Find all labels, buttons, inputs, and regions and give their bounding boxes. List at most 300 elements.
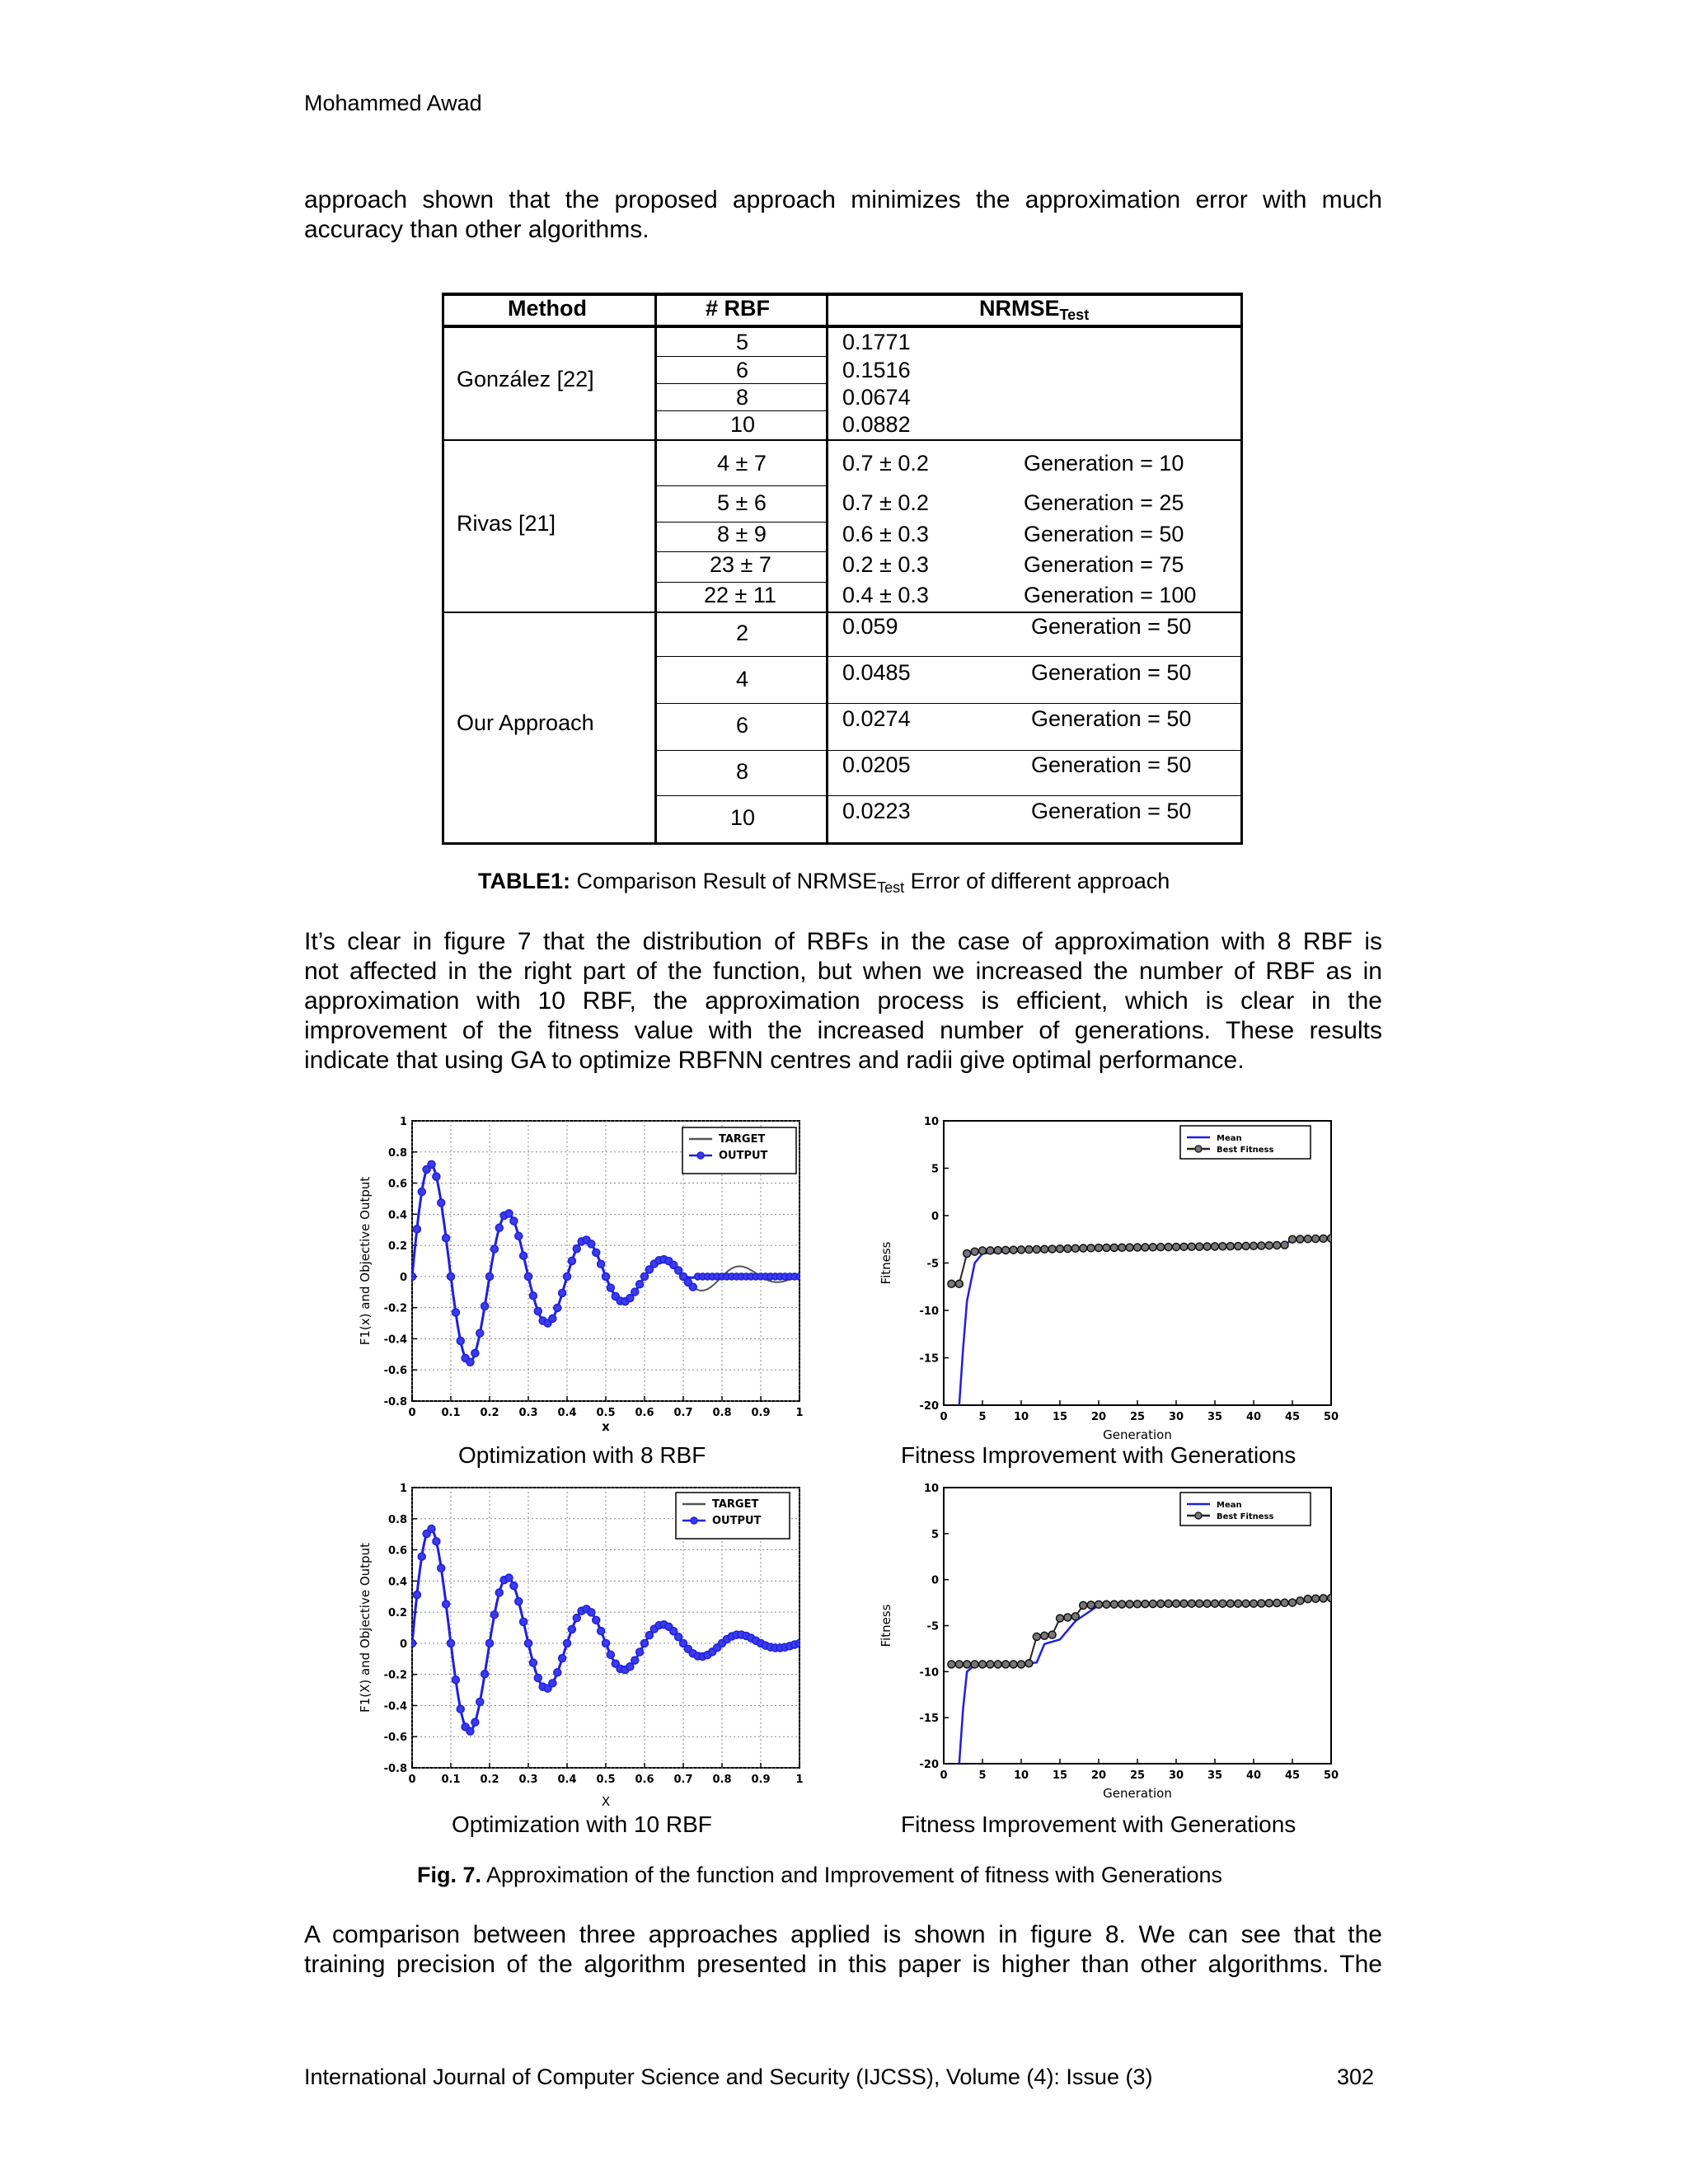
x-tick-label: 45: [1284, 1769, 1301, 1782]
output-marker: [636, 1281, 644, 1288]
output-marker: [689, 1283, 696, 1291]
best-fitness-marker: [1165, 1244, 1172, 1251]
y-axis-label: F1(x) and Objective Output: [358, 1176, 373, 1346]
output-marker: [559, 1655, 566, 1662]
best-fitness-marker: [1080, 1601, 1087, 1609]
best-fitness-marker: [1126, 1244, 1133, 1251]
y-axis-label: F1(X) and Objective Output: [358, 1543, 373, 1713]
best-fitness-marker: [1258, 1600, 1265, 1607]
x-tick-label: 0.7: [673, 1407, 693, 1419]
best-fitness-marker: [1002, 1246, 1010, 1254]
subcaption-tl: Optimization with 8 RBF: [458, 1442, 706, 1468]
output-marker: [573, 1245, 580, 1253]
table-cell: Generation = 50: [1031, 660, 1192, 685]
output-marker: [593, 1616, 600, 1624]
best-fitness-marker: [1095, 1244, 1103, 1252]
output-marker: [433, 1538, 440, 1545]
best-fitness-marker: [1064, 1245, 1071, 1253]
y-tick-label: 0.2: [387, 1240, 407, 1254]
output-marker: [568, 1258, 575, 1265]
output-marker: [529, 1659, 537, 1666]
best-fitness-marker: [1149, 1244, 1156, 1251]
para3-line: A comparison between three approaches applied is shown in figure 8. We can see that the: [304, 1921, 1382, 1948]
x-tick-label: 30: [1168, 1411, 1184, 1423]
y-axis-label: Fitness: [879, 1604, 893, 1647]
output-marker: [626, 1663, 634, 1671]
best-fitness-marker: [955, 1661, 963, 1668]
output-marker: [490, 1611, 498, 1619]
best-fitness-marker: [987, 1661, 994, 1668]
table-cell: 5 ± 6: [717, 490, 767, 515]
table-cell: Generation = 10: [1024, 451, 1184, 476]
best-fitness-marker: [1110, 1244, 1118, 1251]
best-fitness-marker: [1273, 1241, 1281, 1249]
para3-line: training precision of the algorithm presented in this paper is higher than other algorithms. The: [304, 1951, 1382, 1978]
best-fitness-marker: [994, 1247, 1001, 1254]
best-fitness-marker: [1180, 1243, 1188, 1250]
best-fitness-marker: [1219, 1243, 1226, 1250]
footer-journal: International Journal of Computer Science and Security (IJCSS), Volume (4): Issue (3): [304, 2064, 1153, 2089]
output-marker: [443, 1235, 450, 1242]
x-axis-label: Generation: [1103, 1786, 1172, 1801]
y-tick-label: -0.6: [383, 1365, 407, 1378]
x-tick-label: 15: [1052, 1769, 1068, 1782]
best-fitness-marker: [1064, 1614, 1071, 1621]
output-marker: [438, 1199, 445, 1207]
table-cell: 0.0882: [842, 412, 911, 437]
table-cell: Generation = 50: [1031, 614, 1192, 639]
table-cell: 6: [736, 713, 749, 738]
best-fitness-marker: [1033, 1245, 1040, 1253]
table-cell: 10: [730, 412, 756, 437]
best-fitness-marker: [1235, 1600, 1242, 1607]
x-tick-label: 40: [1245, 1411, 1262, 1423]
fitness-10-rbf-chart: [874, 1479, 1343, 1801]
best-fitness-marker: [979, 1247, 987, 1254]
para2-line: approximation with 10 RBF, the approximation process is efficient, which is clear in the: [304, 987, 1382, 1015]
best-fitness-marker: [1080, 1244, 1087, 1252]
best-fitness-marker: [1041, 1632, 1048, 1639]
output-marker: [490, 1245, 498, 1253]
output-marker: [418, 1553, 425, 1560]
x-tick-label: 25: [1129, 1769, 1146, 1782]
x-tick-label: 45: [1284, 1411, 1301, 1423]
y-tick-label: 5: [931, 1163, 939, 1176]
x-tick-label: 0: [940, 1411, 948, 1423]
output-marker: [559, 1289, 566, 1296]
x-tick-label: 0.5: [596, 1774, 616, 1786]
method-gonzalez: González [22]: [457, 367, 594, 391]
output-marker: [428, 1526, 435, 1533]
output-marker: [457, 1338, 464, 1345]
x-tick-label: 15: [1052, 1411, 1068, 1423]
table-cell: Generation = 50: [1031, 799, 1192, 823]
best-fitness-marker: [1180, 1600, 1188, 1607]
output-marker: [588, 1240, 595, 1248]
output-marker: [452, 1676, 459, 1684]
output-marker: [486, 1639, 494, 1647]
output-marker: [515, 1232, 523, 1240]
output-marker: [505, 1210, 513, 1217]
intro-line-1: approach shown that the proposed approach minimizes the approximation error with much: [304, 186, 1382, 213]
best-fitness-marker: [1320, 1595, 1327, 1602]
chart-svg: [874, 1479, 1343, 1801]
legend-label: OUTPUT: [712, 1515, 762, 1527]
x-tick-label: 0.1: [441, 1774, 461, 1786]
output-marker: [448, 1639, 455, 1647]
best-fitness-marker: [1165, 1600, 1172, 1607]
x-tick-label: 0.8: [712, 1774, 732, 1786]
y-tick-label: -20: [919, 1759, 939, 1771]
approx-10-rbf-chart: [354, 1479, 816, 1809]
output-marker: [573, 1615, 580, 1622]
y-tick-label: -0.2: [383, 1302, 407, 1315]
para2-line: indicate that using GA to optimize RBFNN centres and radii give optimal performance.: [304, 1047, 1245, 1074]
output-marker: [603, 1272, 610, 1280]
output-marker: [467, 1358, 474, 1366]
best-fitness-marker: [1304, 1596, 1311, 1603]
intro-line-2: accuracy than other algorithms.: [304, 216, 649, 243]
best-fitness-marker: [1048, 1245, 1056, 1253]
output-marker: [564, 1639, 571, 1647]
x-tick-label: 35: [1207, 1769, 1223, 1782]
table-cell: 8 ± 9: [717, 522, 767, 546]
output-marker: [471, 1349, 479, 1357]
output-marker: [549, 1680, 556, 1687]
best-fitness-marker: [979, 1661, 987, 1668]
best-fitness-marker: [1149, 1601, 1156, 1608]
y-tick-label: 0.2: [387, 1607, 407, 1620]
best-fitness-marker: [1289, 1599, 1296, 1606]
x-tick-label: 50: [1323, 1411, 1339, 1423]
table-cell: 0.1516: [842, 358, 911, 382]
y-tick-label: 0: [399, 1638, 407, 1651]
table-cell: Generation = 100: [1024, 583, 1197, 607]
legend-label: Best Fitness: [1217, 1512, 1274, 1521]
output-marker: [529, 1292, 537, 1300]
best-fitness-marker: [1142, 1601, 1149, 1608]
table-cell: 10: [730, 805, 756, 830]
x-tick-label: 0.2: [480, 1774, 499, 1786]
output-marker: [525, 1639, 532, 1647]
output-marker: [515, 1598, 523, 1605]
best-fitness-marker: [964, 1250, 971, 1258]
intro-paragraph: [304, 185, 1382, 245]
best-fitness-marker: [1296, 1235, 1304, 1243]
best-fitness-marker: [1018, 1661, 1025, 1668]
y-tick-label: 0.6: [387, 1178, 407, 1191]
best-fitness-marker: [1041, 1245, 1048, 1253]
best-fitness-marker: [1203, 1600, 1211, 1607]
y-tick-label: 10: [923, 1483, 939, 1495]
best-fitness-marker: [1134, 1601, 1142, 1608]
y-tick-label: -0.2: [383, 1669, 407, 1682]
x-tick-label: 0.3: [518, 1774, 538, 1786]
table-cell: 0.059: [842, 614, 898, 639]
output-marker: [476, 1329, 484, 1337]
y-tick-label: 0: [931, 1211, 939, 1223]
output-marker: [510, 1582, 518, 1590]
y-tick-label: -0.6: [383, 1732, 407, 1745]
table-cell: 23 ± 7: [710, 552, 771, 577]
x-tick-label: 0: [408, 1407, 416, 1419]
output-marker: [607, 1651, 614, 1658]
best-fitness-marker: [1258, 1242, 1265, 1249]
x-tick-label: 0.6: [635, 1774, 654, 1786]
best-fitness-marker: [1226, 1600, 1234, 1607]
best-fitness-marker: [1057, 1615, 1064, 1622]
table-cell: 2: [736, 621, 749, 645]
y-tick-label: 0: [931, 1574, 939, 1587]
output-marker: [471, 1718, 479, 1726]
best-fitness-marker: [1142, 1244, 1149, 1251]
approx-8-rbf-chart: [354, 1113, 816, 1434]
output-marker: [568, 1625, 575, 1633]
best-fitness-marker: [1328, 1595, 1335, 1602]
y-tick-label: -10: [919, 1666, 939, 1680]
chart-svg: [354, 1479, 816, 1809]
output-marker: [433, 1173, 440, 1180]
best-fitness-marker: [994, 1661, 1001, 1668]
best-fitness-marker: [1071, 1613, 1079, 1620]
best-fitness-marker: [1273, 1600, 1281, 1607]
legend-label: Best Fitness: [1217, 1146, 1274, 1155]
best-fitness-marker: [948, 1661, 955, 1668]
table-cell: Generation = 25: [1024, 490, 1184, 515]
best-fitness-marker: [1173, 1600, 1180, 1607]
output-marker: [495, 1224, 503, 1231]
table-caption: TABLE1: Comparison Result of $NRMSE_{Test}$ Error of different approach: [478, 869, 1170, 896]
output-marker: [598, 1628, 605, 1635]
output-marker: [588, 1609, 595, 1616]
output-marker: [631, 1288, 639, 1296]
table-cell: Generation = 75: [1024, 552, 1184, 577]
table-cell: Generation = 50: [1031, 752, 1192, 777]
comparison-paragraph: [304, 1920, 1382, 1980]
table-cell: 0.7 ± 0.2: [842, 490, 929, 515]
output-marker: [607, 1284, 614, 1291]
para2-line: not affected in the right part of the function, but when we increased the number of RBF as in: [304, 958, 1382, 985]
x-tick-label: 0.2: [480, 1407, 499, 1419]
output-marker: [631, 1657, 639, 1664]
best-fitness-marker: [1250, 1242, 1258, 1249]
subcaption-br: Fitness Improvement with Generations: [901, 1811, 1296, 1837]
output-marker: [428, 1160, 435, 1168]
best-fitness-marker: [1312, 1595, 1320, 1602]
x-axis-label: Generation: [1103, 1427, 1172, 1442]
y-tick-label: -10: [919, 1305, 939, 1318]
best-fitness-marker: [1281, 1599, 1288, 1606]
best-fitness-marker: [1212, 1600, 1219, 1607]
table-cell: Generation = 50: [1031, 706, 1192, 731]
x-tick-label: 0.4: [557, 1774, 577, 1786]
best-fitness-marker: [1103, 1244, 1110, 1251]
y-tick-label: -20: [919, 1400, 939, 1413]
x-tick-label: 40: [1245, 1769, 1262, 1782]
y-tick-label: -0.4: [383, 1700, 407, 1713]
x-tick-label: 0.4: [557, 1407, 577, 1419]
legend-marker: [691, 1517, 697, 1524]
x-tick-label: 0.1: [441, 1407, 461, 1419]
table-cell: 0.7 ± 0.2: [842, 451, 929, 476]
output-marker: [636, 1648, 644, 1656]
best-fitness-marker: [1126, 1601, 1133, 1608]
para2-line: It’s clear in figure 7 that the distribution of RBFs in the case of approximation with 8 RBF is: [304, 928, 1382, 955]
legend-marker: [1195, 1512, 1202, 1519]
best-fitness-marker: [1188, 1600, 1195, 1607]
legend-label: TARGET: [719, 1133, 766, 1146]
y-tick-label: 1: [399, 1116, 407, 1128]
best-fitness-marker: [948, 1280, 955, 1287]
x-tick-label: 0.9: [751, 1407, 771, 1419]
best-fitness-marker: [1110, 1601, 1118, 1608]
table-cell: 0.1771: [842, 330, 911, 354]
best-fitness-marker: [1226, 1243, 1234, 1250]
subcaption-tr: Fitness Improvement with Generations: [901, 1442, 1296, 1468]
x-tick-label: 1: [795, 1774, 804, 1786]
output-marker: [409, 1639, 416, 1647]
best-fitness-marker: [1242, 1600, 1250, 1607]
output-marker: [505, 1574, 513, 1582]
output-marker: [413, 1591, 420, 1599]
header-rbf: # RBF: [706, 296, 771, 321]
best-fitness-marker: [1118, 1601, 1126, 1608]
output-marker: [549, 1315, 556, 1322]
y-tick-label: -15: [919, 1352, 939, 1366]
page-number: 302: [1337, 2064, 1375, 2089]
y-tick-label: 1: [399, 1483, 407, 1495]
best-fitness-marker: [987, 1247, 994, 1254]
output-marker: [409, 1272, 416, 1280]
output-marker: [481, 1302, 489, 1310]
x-tick-label: 25: [1129, 1411, 1146, 1423]
method-ours: Our Approach: [457, 710, 594, 735]
y-tick-label: -0.8: [383, 1396, 407, 1408]
output-marker: [495, 1589, 503, 1596]
output-marker: [481, 1671, 489, 1678]
table-cell: 5: [736, 330, 749, 354]
x-tick-label: 0: [940, 1769, 948, 1782]
best-fitness-marker: [1087, 1601, 1095, 1609]
plot-area: [944, 1488, 1331, 1764]
y-tick-label: -5: [926, 1620, 939, 1633]
output-marker: [476, 1699, 484, 1706]
best-fitness-marker: [1203, 1243, 1211, 1250]
best-fitness-marker: [964, 1661, 971, 1668]
table-cell: 0.0485: [842, 660, 911, 685]
table-cell: 22 ± 11: [704, 583, 776, 607]
y-tick-label: 0.8: [387, 1146, 407, 1160]
para2-line: improvement of the fitness value with the increased number of generations. These results: [304, 1017, 1382, 1044]
y-tick-label: 0.6: [387, 1544, 407, 1558]
y-tick-label: -5: [926, 1258, 939, 1271]
plot-area: [944, 1121, 1331, 1405]
comparison-table: [442, 293, 1243, 845]
x-tick-label: 50: [1323, 1769, 1339, 1782]
figure-caption: Fig. 7. Approximation of the function and Improvement of fitness with Generations: [417, 1863, 1223, 1887]
output-marker: [641, 1639, 649, 1647]
output-marker: [510, 1217, 518, 1225]
output-marker: [554, 1669, 561, 1676]
best-fitness-marker: [1010, 1661, 1017, 1668]
method-rivas: Rivas [21]: [457, 511, 556, 536]
table-cell: 0.0223: [842, 799, 911, 823]
legend-label: Mean: [1217, 1134, 1242, 1143]
x-tick-label: 35: [1207, 1411, 1223, 1423]
legend-label: Mean: [1217, 1501, 1242, 1510]
best-fitness-marker: [1289, 1235, 1296, 1243]
best-fitness-marker: [1196, 1600, 1203, 1607]
y-tick-label: -0.4: [383, 1333, 407, 1347]
table-cell: 0.4 ± 0.3: [842, 583, 929, 607]
output-marker: [525, 1272, 532, 1280]
best-fitness-marker: [1312, 1235, 1320, 1243]
best-fitness-marker: [1304, 1235, 1311, 1243]
output-marker: [418, 1188, 425, 1196]
x-tick-label: 5: [978, 1769, 987, 1782]
x-tick-label: 0.9: [751, 1774, 771, 1786]
output-marker: [520, 1252, 528, 1259]
y-tick-label: 0: [399, 1271, 407, 1284]
best-fitness-marker: [1118, 1244, 1126, 1251]
best-fitness-marker: [1320, 1235, 1327, 1242]
best-fitness-marker: [1010, 1246, 1017, 1254]
x-tick-label: 20: [1090, 1769, 1107, 1782]
table-cell: Generation = 50: [1024, 522, 1184, 546]
output-marker: [641, 1272, 649, 1280]
x-axis-label: x: [602, 1419, 610, 1434]
discussion-paragraph: [304, 927, 1382, 1076]
table-cell: 8: [736, 385, 749, 410]
best-fitness-marker: [1212, 1243, 1219, 1250]
x-tick-label: 30: [1168, 1769, 1184, 1782]
output-marker: [593, 1249, 600, 1256]
output-marker: [796, 1273, 803, 1280]
best-fitness-marker: [1048, 1631, 1056, 1638]
x-tick-label: 0.8: [712, 1407, 732, 1419]
best-fitness-marker: [1281, 1241, 1288, 1249]
best-fitness-marker: [1250, 1600, 1258, 1607]
output-marker: [598, 1260, 605, 1268]
fitness-8-rbf-chart: [874, 1113, 1343, 1442]
legend-label: OUTPUT: [719, 1150, 768, 1162]
legend-label: TARGET: [712, 1498, 759, 1511]
table-cell: 4 ± 7: [717, 451, 767, 476]
output-marker: [486, 1272, 494, 1280]
y-tick-label: 0.8: [387, 1513, 407, 1526]
best-fitness-marker: [971, 1248, 978, 1255]
best-fitness-marker: [1328, 1235, 1335, 1242]
output-marker: [452, 1309, 459, 1316]
x-tick-label: 0: [408, 1774, 416, 1786]
table-cell: 0.0274: [842, 706, 911, 731]
chart-svg: [874, 1113, 1343, 1442]
output-marker: [520, 1618, 528, 1625]
best-fitness-marker: [1196, 1243, 1203, 1250]
header-nrmse: $NRMSE_{Test}$: [979, 296, 1090, 323]
table-cell: 0.0674: [842, 385, 911, 410]
output-marker: [534, 1674, 542, 1681]
table-cell: 4: [736, 667, 749, 691]
best-fitness-marker: [1235, 1243, 1242, 1250]
table-cell: 6: [736, 358, 749, 382]
x-tick-label: 20: [1090, 1411, 1107, 1423]
subcaption-bl: Optimization with 10 RBF: [452, 1811, 712, 1837]
legend-marker: [1195, 1146, 1202, 1152]
x-tick-label: 0.3: [518, 1407, 538, 1419]
output-marker: [438, 1564, 445, 1572]
x-tick-label: 0.5: [596, 1407, 616, 1419]
